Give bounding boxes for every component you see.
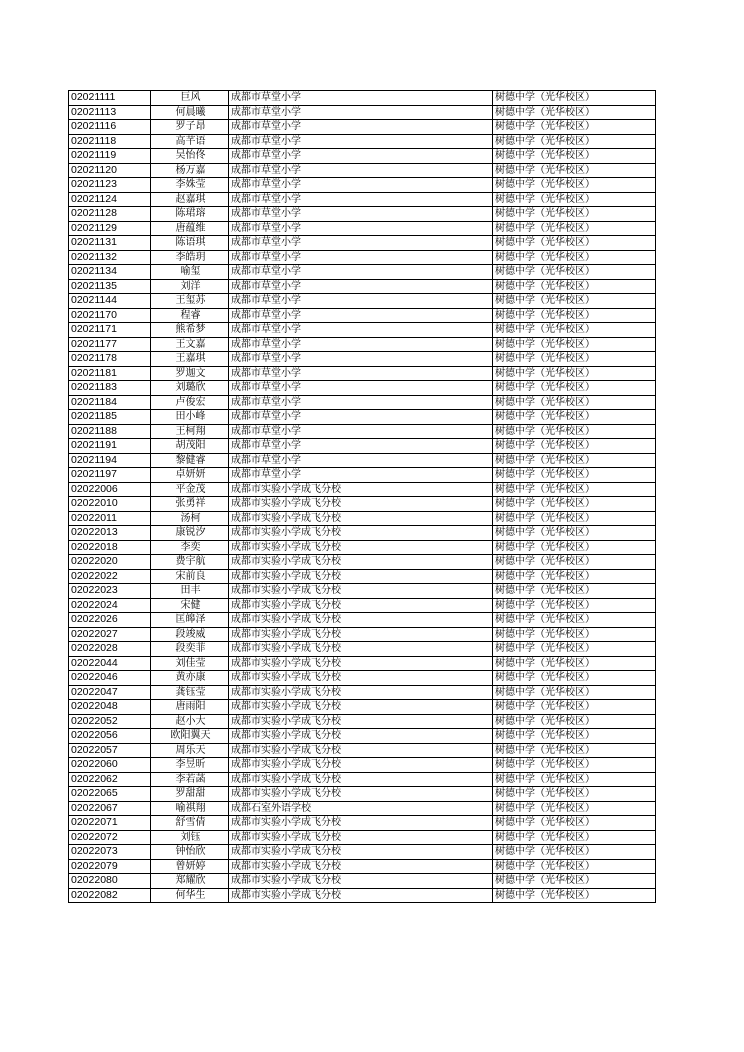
student-id-cell: 02021188 <box>69 424 151 439</box>
admitted-school-cell: 树德中学（光华校区） <box>493 337 656 352</box>
admitted-school-cell: 树德中学（光华校区） <box>493 714 656 729</box>
primary-school-cell: 成都市实验小学成飞分校 <box>229 482 493 497</box>
student-name-cell: 龚钰莹 <box>151 685 229 700</box>
admitted-school-cell: 树德中学（光华校区） <box>493 758 656 773</box>
admitted-school-cell: 树德中学（光华校区） <box>493 424 656 439</box>
table-row <box>69 424 656 439</box>
primary-school-cell: 成都市草堂小学 <box>229 236 493 251</box>
table-row <box>69 584 656 599</box>
admitted-school-cell: 树德中学（光华校区） <box>493 511 656 526</box>
student-name-cell: 宋健 <box>151 598 229 613</box>
student-id-cell: 02022028 <box>69 642 151 657</box>
table-row <box>69 555 656 570</box>
student-id-cell: 02022044 <box>69 656 151 671</box>
student-id-cell: 02022056 <box>69 729 151 744</box>
student-id-cell: 02021197 <box>69 468 151 483</box>
primary-school-cell: 成都市草堂小学 <box>229 366 493 381</box>
admitted-school-cell: 树德中学（光华校区） <box>493 772 656 787</box>
primary-school-cell: 成都市实验小学成飞分校 <box>229 584 493 599</box>
table-row <box>69 816 656 831</box>
admitted-school-cell: 树德中学（光华校区） <box>493 685 656 700</box>
primary-school-cell: 成都市草堂小学 <box>229 120 493 135</box>
admitted-school-cell: 树德中学（光华校区） <box>493 540 656 555</box>
admitted-school-cell: 树德中学（光华校区） <box>493 482 656 497</box>
primary-school-cell: 成都市实验小学成飞分校 <box>229 729 493 744</box>
admitted-school-cell: 树德中学（光华校区） <box>493 627 656 642</box>
student-id-cell: 02021191 <box>69 439 151 454</box>
table-row <box>69 482 656 497</box>
table-row <box>69 642 656 657</box>
student-name-cell: 刘璐欣 <box>151 381 229 396</box>
primary-school-cell: 成都市实验小学成飞分校 <box>229 540 493 555</box>
admitted-school-cell: 树德中学（光华校区） <box>493 236 656 251</box>
student-name-cell: 刘钰 <box>151 830 229 845</box>
student-name-cell: 刘佳莹 <box>151 656 229 671</box>
student-name-cell: 李皓玥 <box>151 250 229 265</box>
student-name-cell: 何晨曦 <box>151 105 229 120</box>
student-name-cell: 唐蕴维 <box>151 221 229 236</box>
student-id-cell: 02022082 <box>69 888 151 903</box>
primary-school-cell: 成都市草堂小学 <box>229 337 493 352</box>
admitted-school-cell: 树德中学（光华校区） <box>493 366 656 381</box>
admitted-school-cell: 树德中学（光华校区） <box>493 294 656 309</box>
table-row <box>69 598 656 613</box>
table-row <box>69 468 656 483</box>
student-name-cell: 赵小大 <box>151 714 229 729</box>
admitted-school-cell: 树德中学（光华校区） <box>493 279 656 294</box>
student-id-cell: 02022027 <box>69 627 151 642</box>
student-id-cell: 02022013 <box>69 526 151 541</box>
table-row <box>69 613 656 628</box>
primary-school-cell: 成都市草堂小学 <box>229 207 493 222</box>
student-name-cell: 汤柯 <box>151 511 229 526</box>
student-name-cell: 黎健睿 <box>151 453 229 468</box>
table-body <box>69 91 656 903</box>
table-row <box>69 859 656 874</box>
primary-school-cell: 成都市实验小学成飞分校 <box>229 511 493 526</box>
admitted-school-cell: 树德中学（光华校区） <box>493 381 656 396</box>
primary-school-cell: 成都市实验小学成飞分校 <box>229 598 493 613</box>
primary-school-cell: 成都市草堂小学 <box>229 308 493 323</box>
student-name-cell: 高芊语 <box>151 134 229 149</box>
student-id-cell: 02021123 <box>69 178 151 193</box>
admitted-school-cell: 树德中学（光华校区） <box>493 598 656 613</box>
student-id-cell: 02022047 <box>69 685 151 700</box>
student-name-cell: 郑耀欣 <box>151 874 229 889</box>
student-id-cell: 02021113 <box>69 105 151 120</box>
student-name-cell: 李姝莹 <box>151 178 229 193</box>
student-id-cell: 02021171 <box>69 323 151 338</box>
primary-school-cell: 成都市实验小学成飞分校 <box>229 714 493 729</box>
student-name-cell: 王文嘉 <box>151 337 229 352</box>
student-id-cell: 02021131 <box>69 236 151 251</box>
admitted-school-cell: 树德中学（光华校区） <box>493 207 656 222</box>
student-name-cell: 唐雨阳 <box>151 700 229 715</box>
student-name-cell: 平金茂 <box>151 482 229 497</box>
student-id-cell: 02022057 <box>69 743 151 758</box>
admitted-school-cell: 树德中学（光华校区） <box>493 569 656 584</box>
student-id-cell: 02022072 <box>69 830 151 845</box>
primary-school-cell: 成都市草堂小学 <box>229 134 493 149</box>
admitted-school-cell: 树德中学（光华校区） <box>493 91 656 106</box>
student-id-cell: 02022065 <box>69 787 151 802</box>
student-id-cell: 02022020 <box>69 555 151 570</box>
student-name-cell: 程睿 <box>151 308 229 323</box>
admitted-school-cell: 树德中学（光华校区） <box>493 323 656 338</box>
admitted-school-cell: 树德中学（光华校区） <box>493 874 656 889</box>
admitted-school-cell: 树德中学（光华校区） <box>493 178 656 193</box>
admitted-school-cell: 树德中学（光华校区） <box>493 830 656 845</box>
student-id-cell: 02021129 <box>69 221 151 236</box>
admitted-school-cell: 树德中学（光华校区） <box>493 845 656 860</box>
table-row <box>69 758 656 773</box>
table-row <box>69 395 656 410</box>
student-id-cell: 02021183 <box>69 381 151 396</box>
student-id-cell: 02022024 <box>69 598 151 613</box>
table-row <box>69 700 656 715</box>
admitted-school-cell: 树德中学（光华校区） <box>493 642 656 657</box>
table-row <box>69 250 656 265</box>
admitted-school-cell: 树德中学（光华校区） <box>493 656 656 671</box>
table-row <box>69 149 656 164</box>
primary-school-cell: 成都市实验小学成飞分校 <box>229 555 493 570</box>
admitted-school-cell: 树德中学（光华校区） <box>493 729 656 744</box>
primary-school-cell: 成都市实验小学成飞分校 <box>229 497 493 512</box>
primary-school-cell: 成都市实验小学成飞分校 <box>229 700 493 715</box>
primary-school-cell: 成都市草堂小学 <box>229 265 493 280</box>
student-id-cell: 02021119 <box>69 149 151 164</box>
table-row <box>69 772 656 787</box>
table-row <box>69 540 656 555</box>
primary-school-cell: 成都市草堂小学 <box>229 178 493 193</box>
primary-school-cell: 成都市实验小学成飞分校 <box>229 816 493 831</box>
student-name-cell: 曾妍婷 <box>151 859 229 874</box>
table-row <box>69 105 656 120</box>
student-name-cell: 田小峰 <box>151 410 229 425</box>
student-name-cell: 田丰 <box>151 584 229 599</box>
table-row <box>69 845 656 860</box>
table-row <box>69 787 656 802</box>
student-name-cell: 罗甜甜 <box>151 787 229 802</box>
primary-school-cell: 成都市草堂小学 <box>229 424 493 439</box>
admitted-school-cell: 树德中学（光华校区） <box>493 192 656 207</box>
student-name-cell: 罗子昂 <box>151 120 229 135</box>
table-row <box>69 743 656 758</box>
primary-school-cell: 成都市实验小学成飞分校 <box>229 627 493 642</box>
student-name-cell: 宋前良 <box>151 569 229 584</box>
primary-school-cell: 成都市草堂小学 <box>229 163 493 178</box>
admitted-school-cell: 树德中学（光华校区） <box>493 787 656 802</box>
student-id-cell: 02022006 <box>69 482 151 497</box>
student-id-cell: 02022080 <box>69 874 151 889</box>
table-row <box>69 236 656 251</box>
admitted-school-cell: 树德中学（光华校区） <box>493 888 656 903</box>
admitted-school-cell: 树德中学（光华校区） <box>493 613 656 628</box>
student-name-cell: 费宇航 <box>151 555 229 570</box>
student-id-cell: 02021185 <box>69 410 151 425</box>
table-row <box>69 352 656 367</box>
student-id-cell: 02022022 <box>69 569 151 584</box>
primary-school-cell: 成都市草堂小学 <box>229 279 493 294</box>
student-name-cell: 罗迦文 <box>151 366 229 381</box>
primary-school-cell: 成都市实验小学成飞分校 <box>229 845 493 860</box>
student-id-cell: 02021170 <box>69 308 151 323</box>
student-id-cell: 02021177 <box>69 337 151 352</box>
admitted-school-cell: 树德中学（光华校区） <box>493 410 656 425</box>
admitted-school-cell: 树德中学（光华校区） <box>493 468 656 483</box>
student-name-cell: 王玺苏 <box>151 294 229 309</box>
student-id-cell: 02022079 <box>69 859 151 874</box>
student-name-cell: 李若菡 <box>151 772 229 787</box>
student-name-cell: 张勇祥 <box>151 497 229 512</box>
table-row <box>69 511 656 526</box>
table-row <box>69 439 656 454</box>
table-row <box>69 337 656 352</box>
primary-school-cell: 成都市实验小学成飞分校 <box>229 685 493 700</box>
student-name-cell: 李奕 <box>151 540 229 555</box>
admitted-school-cell: 树德中学（光华校区） <box>493 120 656 135</box>
student-id-cell: 02022052 <box>69 714 151 729</box>
student-name-cell: 段奕菲 <box>151 642 229 657</box>
student-id-cell: 02021118 <box>69 134 151 149</box>
student-name-cell: 王柯翔 <box>151 424 229 439</box>
primary-school-cell: 成都市实验小学成飞分校 <box>229 642 493 657</box>
table-row <box>69 120 656 135</box>
table-row <box>69 381 656 396</box>
student-name-cell: 熊希梦 <box>151 323 229 338</box>
primary-school-cell: 成都市实验小学成飞分校 <box>229 656 493 671</box>
admitted-school-cell: 树德中学（光华校区） <box>493 221 656 236</box>
student-name-cell: 胡茂阳 <box>151 439 229 454</box>
student-id-cell: 02022026 <box>69 613 151 628</box>
student-id-cell: 02022060 <box>69 758 151 773</box>
admitted-school-cell: 树德中学（光华校区） <box>493 801 656 816</box>
student-id-cell: 02021120 <box>69 163 151 178</box>
table-row <box>69 265 656 280</box>
admitted-school-cell: 树德中学（光华校区） <box>493 395 656 410</box>
table-row <box>69 410 656 425</box>
admitted-school-cell: 树德中学（光华校区） <box>493 859 656 874</box>
primary-school-cell: 成都市实验小学成飞分校 <box>229 772 493 787</box>
student-name-cell: 卓妍妍 <box>151 468 229 483</box>
table-row <box>69 366 656 381</box>
table-row <box>69 221 656 236</box>
student-id-cell: 02022067 <box>69 801 151 816</box>
table-row <box>69 714 656 729</box>
admitted-school-cell: 树德中学（光华校区） <box>493 816 656 831</box>
student-id-cell: 02021194 <box>69 453 151 468</box>
primary-school-cell: 成都市草堂小学 <box>229 192 493 207</box>
admitted-school-cell: 树德中学（光华校区） <box>493 149 656 164</box>
primary-school-cell: 成都市草堂小学 <box>229 149 493 164</box>
admitted-school-cell: 树德中学（光华校区） <box>493 163 656 178</box>
table-row <box>69 497 656 512</box>
student-id-cell: 02021184 <box>69 395 151 410</box>
table-row <box>69 627 656 642</box>
primary-school-cell: 成都市实验小学成飞分校 <box>229 874 493 889</box>
primary-school-cell: 成都市草堂小学 <box>229 395 493 410</box>
student-id-cell: 02021178 <box>69 352 151 367</box>
table-row <box>69 656 656 671</box>
table-row <box>69 671 656 686</box>
student-id-cell: 02021134 <box>69 265 151 280</box>
primary-school-cell: 成都市草堂小学 <box>229 468 493 483</box>
student-name-cell: 刘洋 <box>151 279 229 294</box>
admitted-school-cell: 树德中学（光华校区） <box>493 439 656 454</box>
student-name-cell: 王嘉琪 <box>151 352 229 367</box>
student-id-cell: 02021128 <box>69 207 151 222</box>
student-name-cell: 周乐天 <box>151 743 229 758</box>
student-name-cell: 杨万嘉 <box>151 163 229 178</box>
student-id-cell: 02021144 <box>69 294 151 309</box>
student-id-cell: 02021124 <box>69 192 151 207</box>
primary-school-cell: 成都市实验小学成飞分校 <box>229 743 493 758</box>
admitted-school-cell: 树德中学（光华校区） <box>493 308 656 323</box>
admitted-school-cell: 树德中学（光华校区） <box>493 250 656 265</box>
primary-school-cell: 成都市草堂小学 <box>229 439 493 454</box>
table-row <box>69 279 656 294</box>
student-id-cell: 02022018 <box>69 540 151 555</box>
student-id-cell: 02022048 <box>69 700 151 715</box>
admitted-school-cell: 树德中学（光华校区） <box>493 671 656 686</box>
primary-school-cell: 成都市实验小学成飞分校 <box>229 830 493 845</box>
table-row <box>69 569 656 584</box>
student-id-cell: 02021132 <box>69 250 151 265</box>
student-name-cell: 何华生 <box>151 888 229 903</box>
table-row <box>69 874 656 889</box>
student-name-cell: 黄亦康 <box>151 671 229 686</box>
table-row <box>69 91 656 106</box>
primary-school-cell: 成都市草堂小学 <box>229 105 493 120</box>
admitted-school-cell: 树德中学（光华校区） <box>493 555 656 570</box>
student-name-cell: 陈语琪 <box>151 236 229 251</box>
primary-school-cell: 成都市实验小学成飞分校 <box>229 526 493 541</box>
student-id-cell: 02022023 <box>69 584 151 599</box>
table-row <box>69 830 656 845</box>
admitted-school-cell: 树德中学（光华校区） <box>493 700 656 715</box>
student-name-cell: 陈珺瑢 <box>151 207 229 222</box>
student-id-cell: 02022046 <box>69 671 151 686</box>
admitted-school-cell: 树德中学（光华校区） <box>493 105 656 120</box>
table-row <box>69 526 656 541</box>
admitted-school-cell: 树德中学（光华校区） <box>493 453 656 468</box>
primary-school-cell: 成都市草堂小学 <box>229 410 493 425</box>
primary-school-cell: 成都市实验小学成飞分校 <box>229 569 493 584</box>
primary-school-cell: 成都市草堂小学 <box>229 91 493 106</box>
primary-school-cell: 成都市实验小学成飞分校 <box>229 888 493 903</box>
student-name-cell: 欧阳翼天 <box>151 729 229 744</box>
student-id-cell: 02021116 <box>69 120 151 135</box>
student-name-cell: 钟怡欣 <box>151 845 229 860</box>
table-row <box>69 294 656 309</box>
primary-school-cell: 成都市实验小学成飞分校 <box>229 758 493 773</box>
primary-school-cell: 成都市草堂小学 <box>229 294 493 309</box>
student-id-cell: 02021111 <box>69 91 151 106</box>
student-name-cell: 喻祺翔 <box>151 801 229 816</box>
table-row <box>69 888 656 903</box>
student-name-cell: 段竣威 <box>151 627 229 642</box>
admitted-school-cell: 树德中学（光华校区） <box>493 352 656 367</box>
table-row <box>69 207 656 222</box>
admitted-school-cell: 树德中学（光华校区） <box>493 497 656 512</box>
table-row <box>69 453 656 468</box>
student-name-cell: 巨风 <box>151 91 229 106</box>
admitted-school-cell: 树德中学（光华校区） <box>493 584 656 599</box>
primary-school-cell: 成都市实验小学成飞分校 <box>229 787 493 802</box>
student-name-cell: 李昱昕 <box>151 758 229 773</box>
table-row <box>69 323 656 338</box>
primary-school-cell: 成都市草堂小学 <box>229 381 493 396</box>
student-name-cell: 康锐汐 <box>151 526 229 541</box>
student-id-cell: 02022071 <box>69 816 151 831</box>
table-row <box>69 685 656 700</box>
table-row <box>69 729 656 744</box>
admitted-school-cell: 树德中学（光华校区） <box>493 265 656 280</box>
primary-school-cell: 成都石室外语学校 <box>229 801 493 816</box>
student-name-cell: 赵嘉琪 <box>151 192 229 207</box>
table-row <box>69 163 656 178</box>
primary-school-cell: 成都市实验小学成飞分校 <box>229 671 493 686</box>
primary-school-cell: 成都市草堂小学 <box>229 221 493 236</box>
primary-school-cell: 成都市实验小学成飞分校 <box>229 859 493 874</box>
primary-school-cell: 成都市草堂小学 <box>229 453 493 468</box>
student-id-cell: 02022010 <box>69 497 151 512</box>
student-id-cell: 02021181 <box>69 366 151 381</box>
student-id-cell: 02022011 <box>69 511 151 526</box>
primary-school-cell: 成都市实验小学成飞分校 <box>229 613 493 628</box>
admission-table <box>68 90 656 903</box>
student-id-cell: 02021135 <box>69 279 151 294</box>
admitted-school-cell: 树德中学（光华校区） <box>493 526 656 541</box>
student-name-cell: 舒雪倩 <box>151 816 229 831</box>
student-name-cell: 吴怡佟 <box>151 149 229 164</box>
primary-school-cell: 成都市草堂小学 <box>229 323 493 338</box>
student-name-cell: 匡皞泽 <box>151 613 229 628</box>
table-row <box>69 801 656 816</box>
primary-school-cell: 成都市草堂小学 <box>229 352 493 367</box>
admitted-school-cell: 树德中学（光华校区） <box>493 743 656 758</box>
primary-school-cell: 成都市草堂小学 <box>229 250 493 265</box>
table-row <box>69 178 656 193</box>
student-name-cell: 卢俊宏 <box>151 395 229 410</box>
student-name-cell: 喻玺 <box>151 265 229 280</box>
table-row <box>69 192 656 207</box>
student-id-cell: 02022062 <box>69 772 151 787</box>
student-id-cell: 02022073 <box>69 845 151 860</box>
table-row <box>69 134 656 149</box>
admitted-school-cell: 树德中学（光华校区） <box>493 134 656 149</box>
table-row <box>69 308 656 323</box>
